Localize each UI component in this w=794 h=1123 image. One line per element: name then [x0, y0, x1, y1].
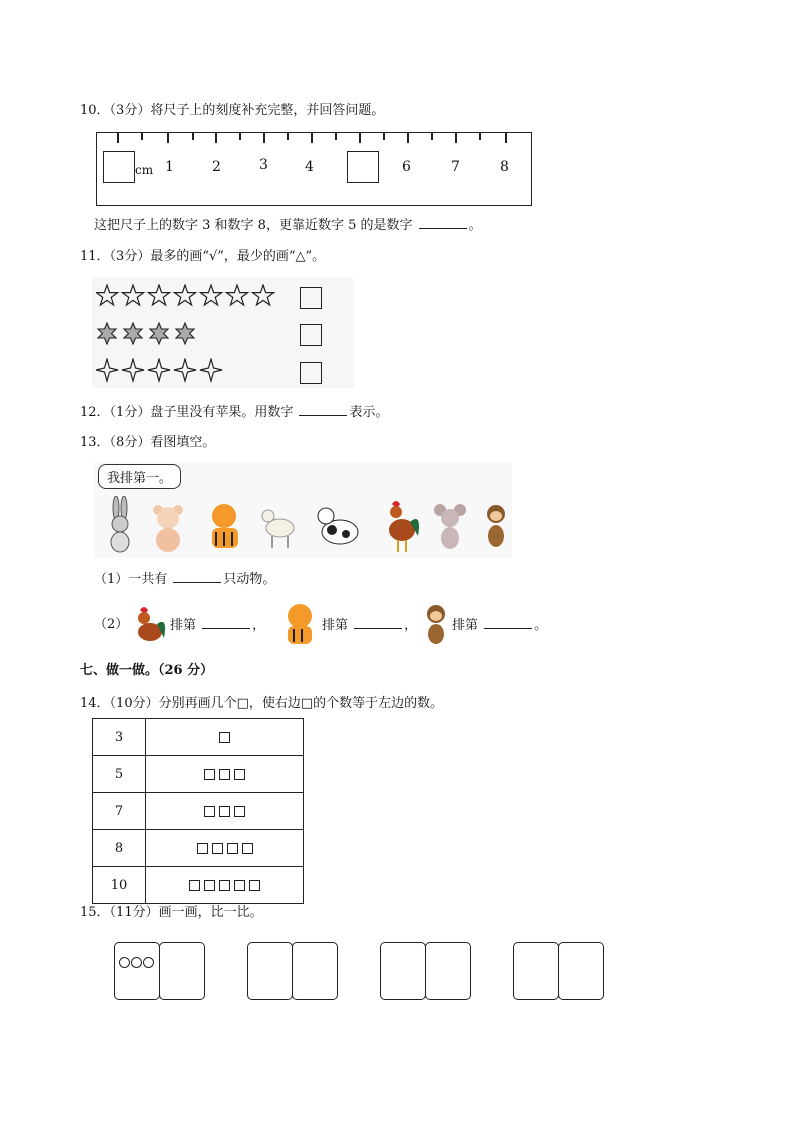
q11-checkbox-row-2[interactable] — [300, 324, 322, 346]
table-row — [93, 756, 304, 793]
ruler — [96, 132, 532, 206]
ruler-number: 3 — [259, 157, 268, 173]
q13-monkey-blank[interactable] — [484, 616, 532, 629]
q14-title: 14．（10分）分别再画几个□，使右边□的个数等于左边的数。 — [80, 696, 444, 711]
star-outline-icon — [174, 285, 195, 305]
star-four-point-icon — [174, 359, 196, 381]
ruler-number: 7 — [451, 159, 460, 175]
speech-bubble-text: 我排第一。 — [107, 471, 173, 486]
star-outline-icon — [96, 285, 117, 305]
star-outline-icon — [148, 285, 169, 305]
animal-lineup — [98, 496, 518, 556]
circle-icon — [143, 957, 154, 968]
q13-rooster-blank[interactable] — [202, 616, 250, 629]
star-four-point-icon — [122, 359, 144, 381]
bear-icon — [153, 505, 183, 552]
table-row — [93, 830, 304, 867]
circle-icon — [119, 957, 130, 968]
table-cell-number: 8 — [93, 830, 146, 867]
star-four-point-icon — [148, 359, 170, 381]
q13-tiger-rank: 排第 ， — [322, 618, 418, 633]
table-cell-boxes[interactable] — [146, 867, 304, 904]
table-row — [93, 793, 304, 830]
table-cell-number: 5 — [93, 756, 146, 793]
tiger-icon — [276, 600, 324, 648]
rabbit-icon — [111, 496, 129, 552]
star-outline-icon — [226, 285, 247, 305]
star-outline-icon — [122, 285, 143, 305]
q10-question-text: 这把尺子上的数字 3 和数字 8，更靠近数字 5 的是数字 — [94, 218, 413, 233]
q13-title: 13．（8分）看图填空。 — [80, 435, 216, 450]
speech-bubble — [98, 464, 181, 489]
mouse-icon — [434, 504, 466, 549]
star-six-point-icon — [176, 323, 194, 344]
ruler-number: 8 — [500, 159, 509, 175]
rooster-icon — [130, 604, 168, 644]
table-cell-number: 3 — [93, 719, 146, 756]
q15-title: 15．（11分）画一画，比一比。 — [80, 905, 263, 920]
q11-checkbox-row-1[interactable] — [300, 287, 322, 309]
q11-row-2-stars — [96, 322, 206, 346]
circle-group — [119, 953, 155, 972]
drawing-card[interactable] — [425, 942, 471, 1000]
ruler-unit: cm — [135, 163, 154, 177]
goat-icon — [262, 510, 294, 548]
drawing-card[interactable] — [114, 942, 160, 1000]
section-heading: 七、做一做。（26 分） — [80, 663, 214, 678]
cow-icon — [318, 508, 358, 544]
drawing-card[interactable] — [292, 942, 338, 1000]
table-row — [93, 867, 304, 904]
q12-text: 12．（1分）盘子里没有苹果。用数字 — [80, 405, 294, 420]
q11-checkbox-row-3[interactable] — [300, 362, 322, 384]
drawing-card[interactable] — [247, 942, 293, 1000]
table-row — [93, 719, 304, 756]
q13-sub2-label: （2） — [94, 617, 129, 632]
ruler-blank-box-5[interactable] — [347, 151, 379, 183]
star-six-point-icon — [150, 323, 168, 344]
q10-title: 10．（3分）将尺子上的刻度补充完整，并回答问题。 — [80, 103, 385, 118]
ruler-number: 4 — [305, 159, 314, 175]
table-cell-boxes[interactable] — [146, 830, 304, 867]
drawing-card[interactable] — [380, 942, 426, 1000]
star-four-point-icon — [200, 359, 222, 381]
monkey-icon — [487, 505, 505, 547]
drawing-card[interactable] — [513, 942, 559, 1000]
q10-question: 这把尺子上的数字 3 和数字 8，更靠近数字 5 的是数字 。 — [94, 218, 482, 233]
drawing-card[interactable] — [558, 942, 604, 1000]
q12-answer-blank[interactable] — [299, 403, 347, 416]
star-four-point-icon — [96, 359, 118, 381]
q10-answer-blank[interactable] — [419, 216, 467, 229]
ruler-number: 2 — [212, 159, 221, 175]
tiger-icon — [212, 504, 238, 548]
star-outline-icon — [252, 285, 273, 305]
q11-row-1-stars — [96, 284, 286, 308]
star-outline-icon — [200, 285, 221, 305]
star-six-point-icon — [124, 323, 142, 344]
ruler-blank-box-0[interactable] — [103, 151, 135, 183]
q11-row-3-stars — [96, 358, 236, 384]
q13-tiger-blank[interactable] — [354, 616, 402, 629]
table-cell-boxes[interactable] — [146, 756, 304, 793]
drawing-card[interactable] — [159, 942, 205, 1000]
ruler-number: 1 — [165, 159, 174, 175]
table-cell-boxes[interactable] — [146, 793, 304, 830]
circle-icon — [131, 957, 142, 968]
monkey-icon — [420, 602, 454, 646]
table-cell-number: 7 — [93, 793, 146, 830]
q13-monkey-rank: 排第 。 — [452, 618, 548, 633]
table-cell-boxes[interactable] — [146, 719, 304, 756]
q13-rooster-rank: 排第 ， — [170, 618, 266, 633]
q11-title: 11．（3分）最多的画“√”，最少的画“△”。 — [80, 249, 326, 264]
star-six-point-icon — [98, 323, 116, 344]
ruler-number: 6 — [402, 159, 411, 175]
q12: 12．（1分）盘子里没有苹果。用数字 表示。 — [80, 405, 389, 420]
q13-sub1: （1）一共有 只动物。 — [94, 572, 276, 587]
table-cell-number: 10 — [93, 867, 146, 904]
q13-sub1-blank[interactable] — [173, 570, 221, 583]
rooster-icon — [389, 501, 419, 552]
q14-table — [92, 718, 304, 904]
